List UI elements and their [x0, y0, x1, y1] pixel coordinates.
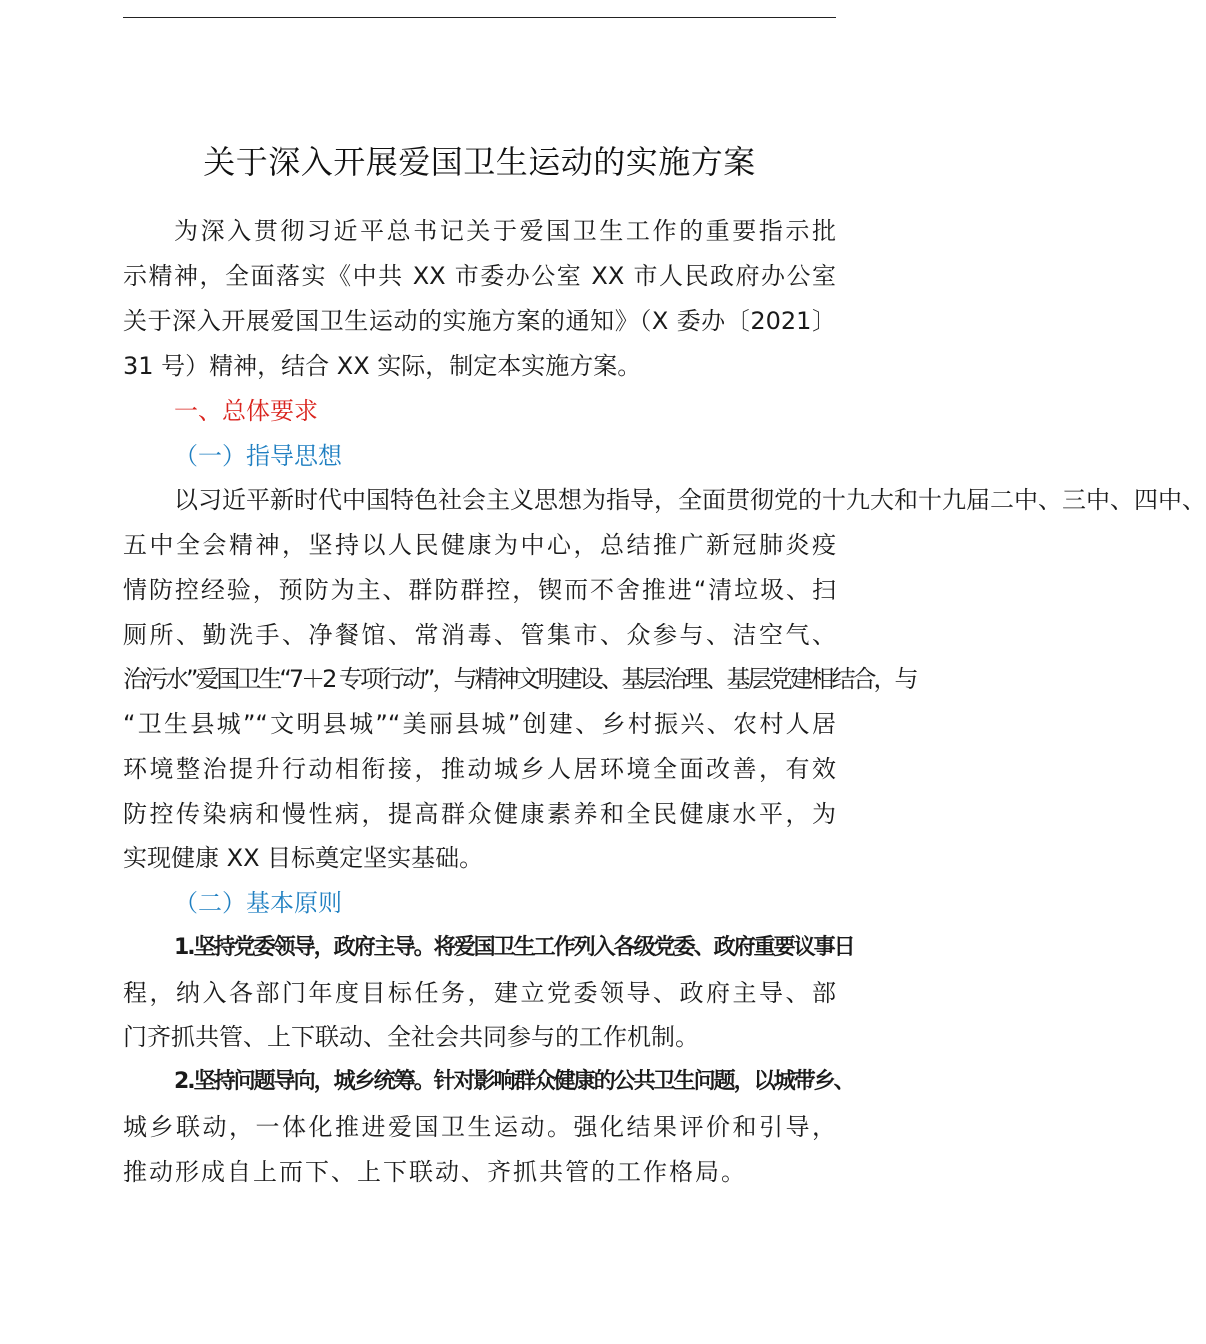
principle-line: 门齐抓共管、上下联动、全社会共同参与的工作机制。	[123, 1023, 699, 1051]
intro-line: 关于深入开展爱国卫生运动的实施方案的通知》（X 委办〔2021〕	[123, 307, 836, 335]
document-title: 关于深入开展爱国卫生运动的实施方案	[203, 143, 756, 181]
intro-line: 为深入贯彻习近平总书记关于爱国卫生工作的重要指示批	[174, 217, 836, 245]
subsection-heading: （二）基本原则	[174, 889, 342, 917]
guiding-line: 情防控经验，预防为主、群防群控，锲而不舍推进“清垃圾、扫	[123, 576, 836, 604]
section-heading: 一、总体要求	[174, 397, 318, 425]
guiding-line: 环境整治提升行动相衔接，推动城乡人居环境全面改善，有效	[123, 755, 836, 783]
principle-line: 1.坚持党委领导，政府主导。将爱国卫生工作列入各级党委、政府重要议事日	[174, 935, 854, 960]
principle-line: 推动形成自上而下、上下联动、齐抓共管的工作格局。	[123, 1158, 747, 1186]
guiding-line: 五中全会精神，坚持以人民健康为中心，总结推广新冠肺炎疫	[123, 531, 836, 559]
principle-line: 程，纳入各部门年度目标任务，建立党委领导、政府主导、部	[123, 979, 836, 1007]
guiding-line: 实现健康 XX 目标奠定坚实基础。	[123, 844, 484, 872]
guiding-line: “卫生县城”“文明县城”“美丽县城”创建、乡村振兴、农村人居	[123, 710, 836, 738]
guiding-line: 厕所、勤洗手、净餐馆、常消毒、管集市、众参与、洁空气、	[123, 621, 836, 649]
guiding-line: 以习近平新时代中国特色社会主义思想为指导，全面贯彻党的十九大和十九届二中、三中、四中、	[174, 486, 1206, 514]
intro-line: 31 号）精神，结合 XX 实际，制定本实施方案。	[123, 352, 642, 380]
guiding-line: 防控传染病和慢性病，提高群众健康素养和全民健康水平，为	[123, 800, 836, 828]
subsection-heading: （一）指导思想	[174, 442, 342, 470]
guiding-line: 治污水”爱国卫生“7＋2 专项行动”，与精神文明建设、基层治理、基层党建相结合，与	[123, 665, 916, 693]
principle-line: 2.坚持问题导向，城乡统筹。针对影响群众健康的公共卫生问题，以城带乡、	[174, 1069, 854, 1094]
header-rule	[123, 17, 836, 18]
intro-line: 示精神，全面落实《中共 XX 市委办公室 XX 市人民政府办公室	[123, 262, 836, 290]
principle-line: 城乡联动，一体化推进爱国卫生运动。强化结果评价和引导，	[123, 1113, 836, 1141]
